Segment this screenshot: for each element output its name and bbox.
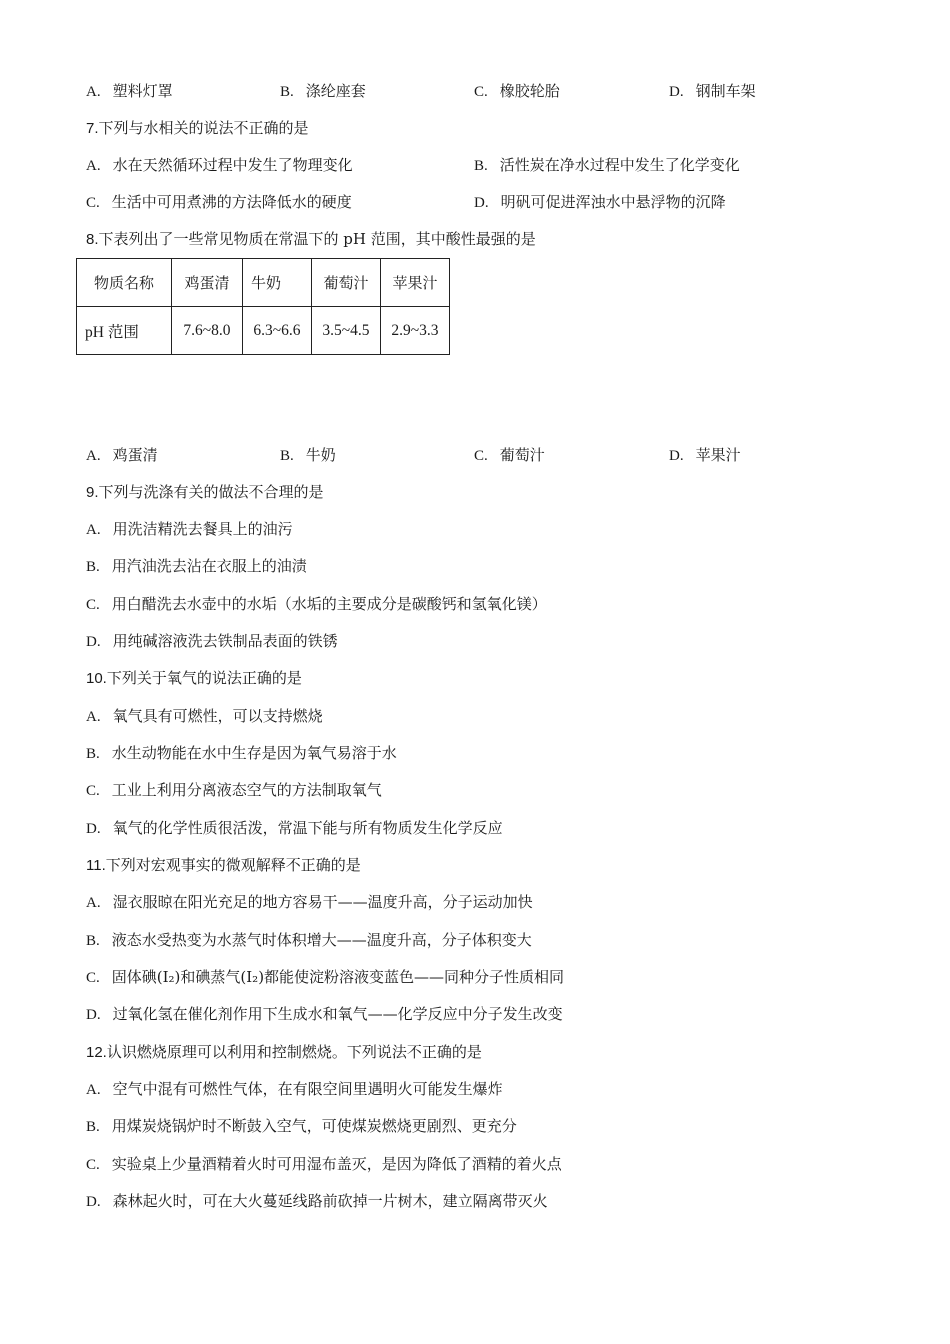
option-text: 实验桌上少量酒精着火时可用湿布盖灭，是因为降低了酒精的着火点 [111,1155,562,1173]
option-letter: A. [86,522,101,538]
q9-option-a [86,519,293,540]
option-letter: A. [86,1082,101,1098]
option-letter: B. [86,746,100,762]
question-text: 下列关于氧气的说法正确的是 [106,669,302,687]
q11-option-a [86,892,533,913]
option-text: 用煤炭烧锅炉时不断鼓入空气，可使煤炭燃烧更剧烈、更充分 [111,1117,517,1135]
q6-option-c [474,81,560,102]
q10-stem [86,668,302,689]
option-letter: C. [86,195,100,211]
table-header-cell: 苹果汁 [381,259,450,307]
question-number: 9. [86,484,99,501]
table-row [77,307,450,355]
option-letter: A. [86,709,101,725]
question-number: 7. [86,120,99,137]
question-number: 8. [86,231,99,248]
q12-option-d [86,1191,548,1212]
option-letter: B. [86,1119,100,1135]
q7-option-c [86,192,352,213]
table-cell: 6.3~6.6 [243,307,312,355]
q11-option-c [86,967,564,988]
option-text: 水在天然循环过程中发生了物理变化 [112,156,353,174]
option-letter: D. [86,634,101,650]
question-number: 12. [86,1044,107,1061]
question-number: 10. [86,670,107,687]
q7-option-b [474,155,740,176]
option-text: 用白醋洗去水壶中的水垢（水垢的主要成分是碳酸钙和氢氧化镁） [111,595,547,613]
question-text: 下列对宏观事实的微观解释不正确的是 [105,856,361,874]
table-header-cell: 牛奶 [243,259,312,307]
table-cell: pH 范围 [77,307,172,355]
option-text: 用洗洁精洗去餐具上的油污 [112,520,293,538]
option-text: 葡萄汁 [499,446,545,464]
option-text: 苹果汁 [695,446,741,464]
option-letter: B. [86,933,100,949]
question-text: 下表列出了一些常见物质在常温下的 pH 范围，其中酸性最强的是 [98,230,536,248]
question-text: 认识燃烧原理可以利用和控制燃烧。下列说法不正确的是 [106,1043,482,1061]
option-letter: A. [86,84,101,100]
q9-option-c [86,594,547,615]
q9-stem [86,482,324,503]
option-text: 用汽油洗去沾在衣服上的油渍 [111,557,307,575]
option-letter: C. [86,970,100,986]
q10-option-d [86,818,503,839]
option-letter: D. [86,821,101,837]
q8-option-c [474,445,545,466]
q8-option-a [86,445,158,466]
option-letter: C. [474,448,488,464]
q11-option-b [86,930,532,951]
q9-option-b [86,556,307,577]
table-header-cell: 葡萄汁 [312,259,381,307]
q11-option-d [86,1004,563,1025]
option-text: 森林起火时，可在大火蔓延线路前砍掉一片树木，建立隔离带灭火 [112,1192,548,1210]
option-text: 氧气具有可燃性，可以支持燃烧 [112,707,323,725]
option-letter: B. [280,84,294,100]
q10-option-c [86,780,382,801]
q10-option-b [86,743,397,764]
option-text: 橡胶轮胎 [499,82,560,100]
option-text: 过氧化氢在催化剂作用下生成水和氧气——化学反应中分子发生改变 [112,1005,563,1023]
option-letter: D. [474,195,489,211]
q12-option-c [86,1154,562,1175]
option-letter: D. [86,1007,101,1023]
table-cell: 7.6~8.0 [172,307,243,355]
option-text: 明矾可促进浑浊水中悬浮物的沉降 [500,193,726,211]
option-text: 固体碘(I₂)和碘蒸气(I₂)都能使淀粉溶液变蓝色——同种分子性质相同 [111,968,565,986]
q7-stem [86,118,309,139]
q8-stem [86,229,536,250]
option-letter: A. [86,895,101,911]
question-text: 下列与水相关的说法不正确的是 [98,119,309,137]
option-text: 鸡蛋清 [112,446,158,464]
question-text: 下列与洗涤有关的做法不合理的是 [98,483,324,501]
option-text: 空气中混有可燃性气体，在有限空间里遇明火可能发生爆炸 [112,1080,503,1098]
option-text: 塑料灯罩 [112,82,173,100]
q12-stem [86,1042,482,1063]
option-letter: B. [280,448,294,464]
table-cell: 2.9~3.3 [381,307,450,355]
ph-table [76,258,450,355]
q12-option-a [86,1079,503,1100]
q10-option-a [86,706,323,727]
q9-option-d [86,631,338,652]
option-letter: D. [86,1194,101,1210]
question-number: 11. [86,857,106,874]
q8-option-b [280,445,336,466]
q6-option-d [669,81,756,102]
q11-stem [86,855,361,876]
option-letter: B. [474,158,488,174]
table-header-cell: 鸡蛋清 [172,259,243,307]
option-text: 生活中可用煮沸的方法降低水的硬度 [111,193,352,211]
table-row [77,259,450,307]
q6-option-b [280,81,366,102]
option-text: 用纯碱溶液洗去铁制品表面的铁锈 [112,632,338,650]
q8-option-d [669,445,741,466]
option-letter: D. [669,84,684,100]
option-letter: B. [86,559,100,575]
option-letter: C. [86,783,100,799]
option-letter: A. [86,158,101,174]
option-text: 液态水受热变为水蒸气时体积增大——温度升高，分子体积变大 [111,931,532,949]
q6-option-a [86,81,173,102]
q7-option-a [86,155,353,176]
option-text: 湿衣服晾在阳光充足的地方容易干——温度升高，分子运动加快 [112,893,533,911]
option-text: 涤纶座套 [305,82,366,100]
option-text: 活性炭在净水过程中发生了化学变化 [499,156,740,174]
option-letter: D. [669,448,684,464]
option-text: 钢制车架 [695,82,756,100]
option-text: 氧气的化学性质很活泼，常温下能与所有物质发生化学反应 [112,819,503,837]
option-text: 工业上利用分离液态空气的方法制取氧气 [111,781,382,799]
table-header-cell: 物质名称 [77,259,172,307]
q7-option-d [474,192,726,213]
table-cell: 3.5~4.5 [312,307,381,355]
option-letter: C. [474,84,488,100]
option-letter: A. [86,448,101,464]
option-letter: C. [86,597,100,613]
option-text: 水生动物能在水中生存是因为氧气易溶于水 [111,744,397,762]
option-text: 牛奶 [305,446,336,464]
q12-option-b [86,1116,517,1137]
option-letter: C. [86,1157,100,1173]
